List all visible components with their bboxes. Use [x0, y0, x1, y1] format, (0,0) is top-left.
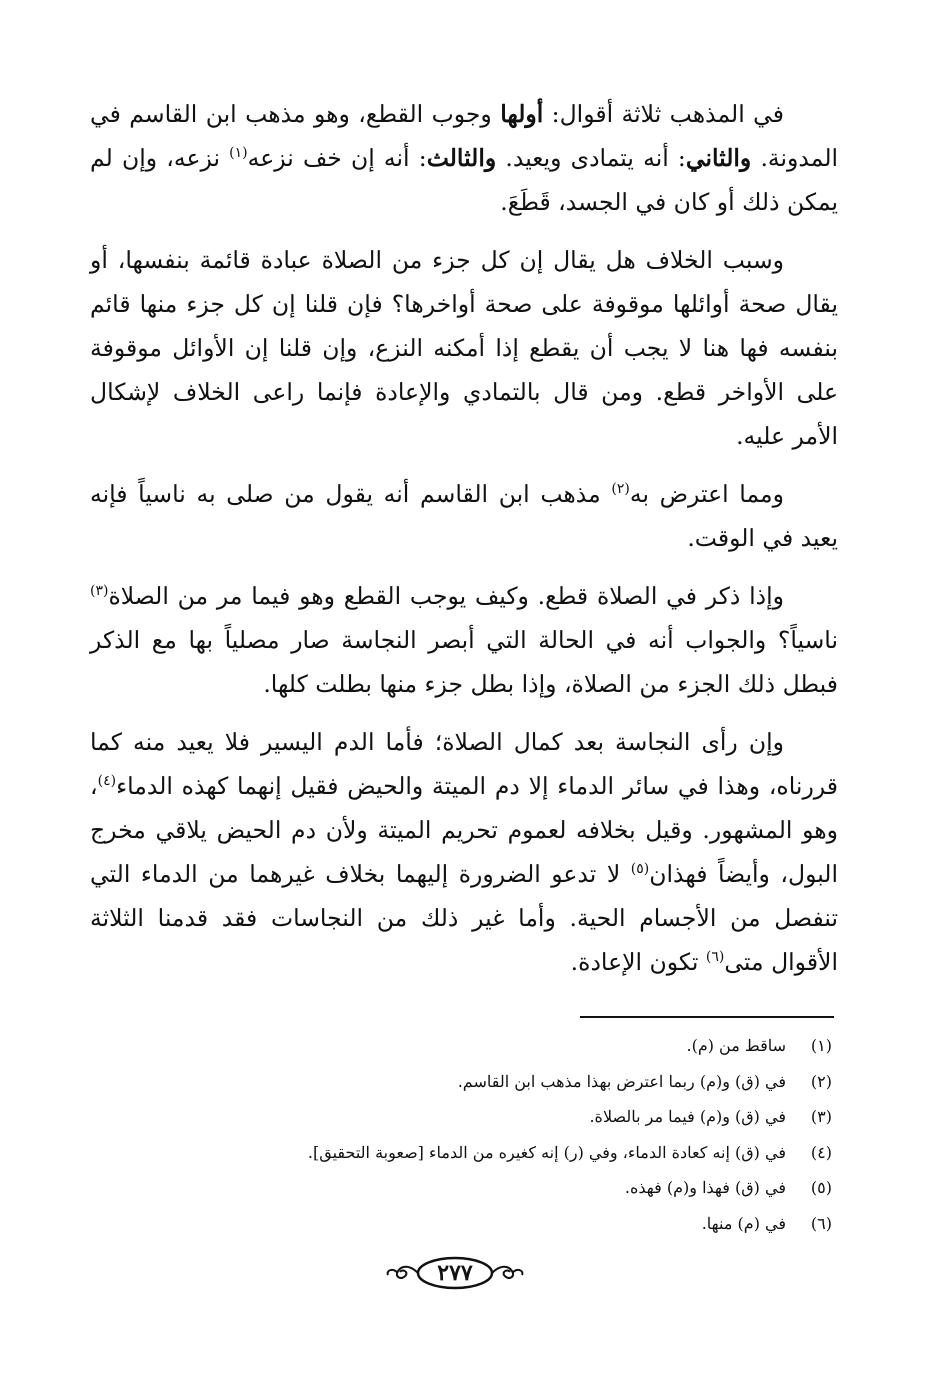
footnote-number: (٣)	[810, 1107, 832, 1126]
bold-term: والثالث	[426, 144, 497, 172]
footnote-text: في (ق) إنه كعادة الدماء، وفي (ر) إنه كغيره من الدماء [صعوبة التحقيق].	[307, 1142, 786, 1162]
footnote-number: (١)	[810, 1036, 832, 1055]
text-segment: وإن رأى النجاسة بعد كمال الصلاة؛ فأما الدم اليسير فلا يعيد منه كما قررناه، وهذا في سائر الدماء إلا دم الميتة والحيض فقيل إنهما كهذه الدماء	[90, 728, 838, 800]
footnote	[90, 1170, 832, 1206]
text-segment: لا تدعو الضرورة إليهما بخلاف غيرهما من الدماء التي تنفصل من الأجسام الحية. وأما غير ذلك من النجاسات فقد قدمنا الثلاثة الأقوال متى	[90, 860, 838, 976]
bold-term: والثاني	[685, 144, 752, 172]
bold-term: أولها	[500, 100, 544, 128]
paragraph	[90, 472, 838, 560]
footnote	[90, 1206, 832, 1242]
text-segment: وجوب القطع، وهو مذهب ابن القاسم في المدونة.	[90, 100, 839, 172]
footnote-text: في (ق) و(م) ربما اعترض بهذا مذهب ابن القاسم.	[457, 1071, 786, 1091]
page-number-ornament	[380, 1253, 530, 1293]
page-number: ٢٧٧	[437, 1260, 473, 1286]
footnote-reference: (٦)	[705, 949, 725, 966]
text-segment: تكون الإعادة.	[570, 948, 706, 976]
footnote-reference: (١)	[229, 145, 248, 162]
footnote-number: (٥)	[810, 1178, 832, 1197]
text-segment: وسبب الخلاف هل يقال إن كل جزء من الصلاة عبادة قائمة بنفسها، أو يقال صحة أوائلها موقوفة على صحة أواخرها؟ فإن قلنا إن كل جزء منها قائم بنفسه فها هنا لا يجب أن يقطع إذا أمكنه النزع، وإن قلنا إن الأوائل موقوفة على الأواخر قطع. ومن قال بالتمادي والإعادة فإنما راعى الخلاف لإشكال الأمر عليه.	[90, 246, 838, 450]
footnote	[90, 1028, 832, 1064]
footnote-text: في (م) منها.	[701, 1213, 786, 1233]
paragraph	[90, 238, 838, 458]
paragraph	[90, 720, 838, 984]
text-segment: مذهب ابن القاسم أنه يقول من صلى به ناسياً فإنه يعيد في الوقت.	[90, 480, 838, 552]
text-segment: نزعه، وإن لم يمكن ذلك أو كان في الجسد، قَطَعَ.	[90, 144, 838, 216]
paragraph	[90, 92, 838, 224]
footnote-text: في (ق) و(م) فيما مر بالصلاة.	[589, 1107, 786, 1126]
footnote-text: في (ق) فهذا و(م) فهذه.	[624, 1178, 786, 1197]
footnote-divider	[580, 1016, 834, 1018]
footnote-reference: (٤)	[97, 773, 117, 790]
text-segment: : أنه إن خف نزعه	[247, 144, 427, 172]
footnote-reference: (٥)	[630, 861, 650, 878]
footnote-reference: (٢)	[611, 481, 630, 498]
footnote	[90, 1135, 832, 1171]
text-segment: ناسياً؟ والجواب أنه في الحالة التي أبصر النجاسة صار مصلياً بها مع الذكر فبطل ذلك الجزء من الصلاة، وإذا بطل جزء منها بطلت كلها.	[90, 626, 838, 698]
text-segment: في المذهب ثلاثة أقوال:	[543, 100, 784, 128]
text-segment: : أنه يتمادى ويعيد.	[496, 144, 686, 172]
footnote	[90, 1099, 832, 1135]
footnote-number: (٢)	[810, 1071, 832, 1091]
footnote-text: ساقط من (م).	[686, 1036, 786, 1055]
footnote-number: (٤)	[810, 1142, 832, 1162]
footnote-reference: (٣)	[90, 583, 109, 600]
text-segment: وإذا ذكر في الصلاة قطع. وكيف يوجب القطع وهو فيما مر من الصلاة	[108, 582, 784, 610]
text-segment: ومما اعترض به	[629, 480, 784, 508]
main-text	[90, 92, 838, 998]
footnotes	[90, 1028, 832, 1241]
footnote	[90, 1064, 832, 1100]
paragraph	[90, 574, 838, 706]
text-segment: ، وهو المشهور. وقيل بخلافه لعموم تحريم الميتة ولأن دم الحيض يلاقي مخرج البول، وأيضاً فهذان	[90, 772, 838, 888]
footnote-number: (٦)	[810, 1213, 832, 1233]
